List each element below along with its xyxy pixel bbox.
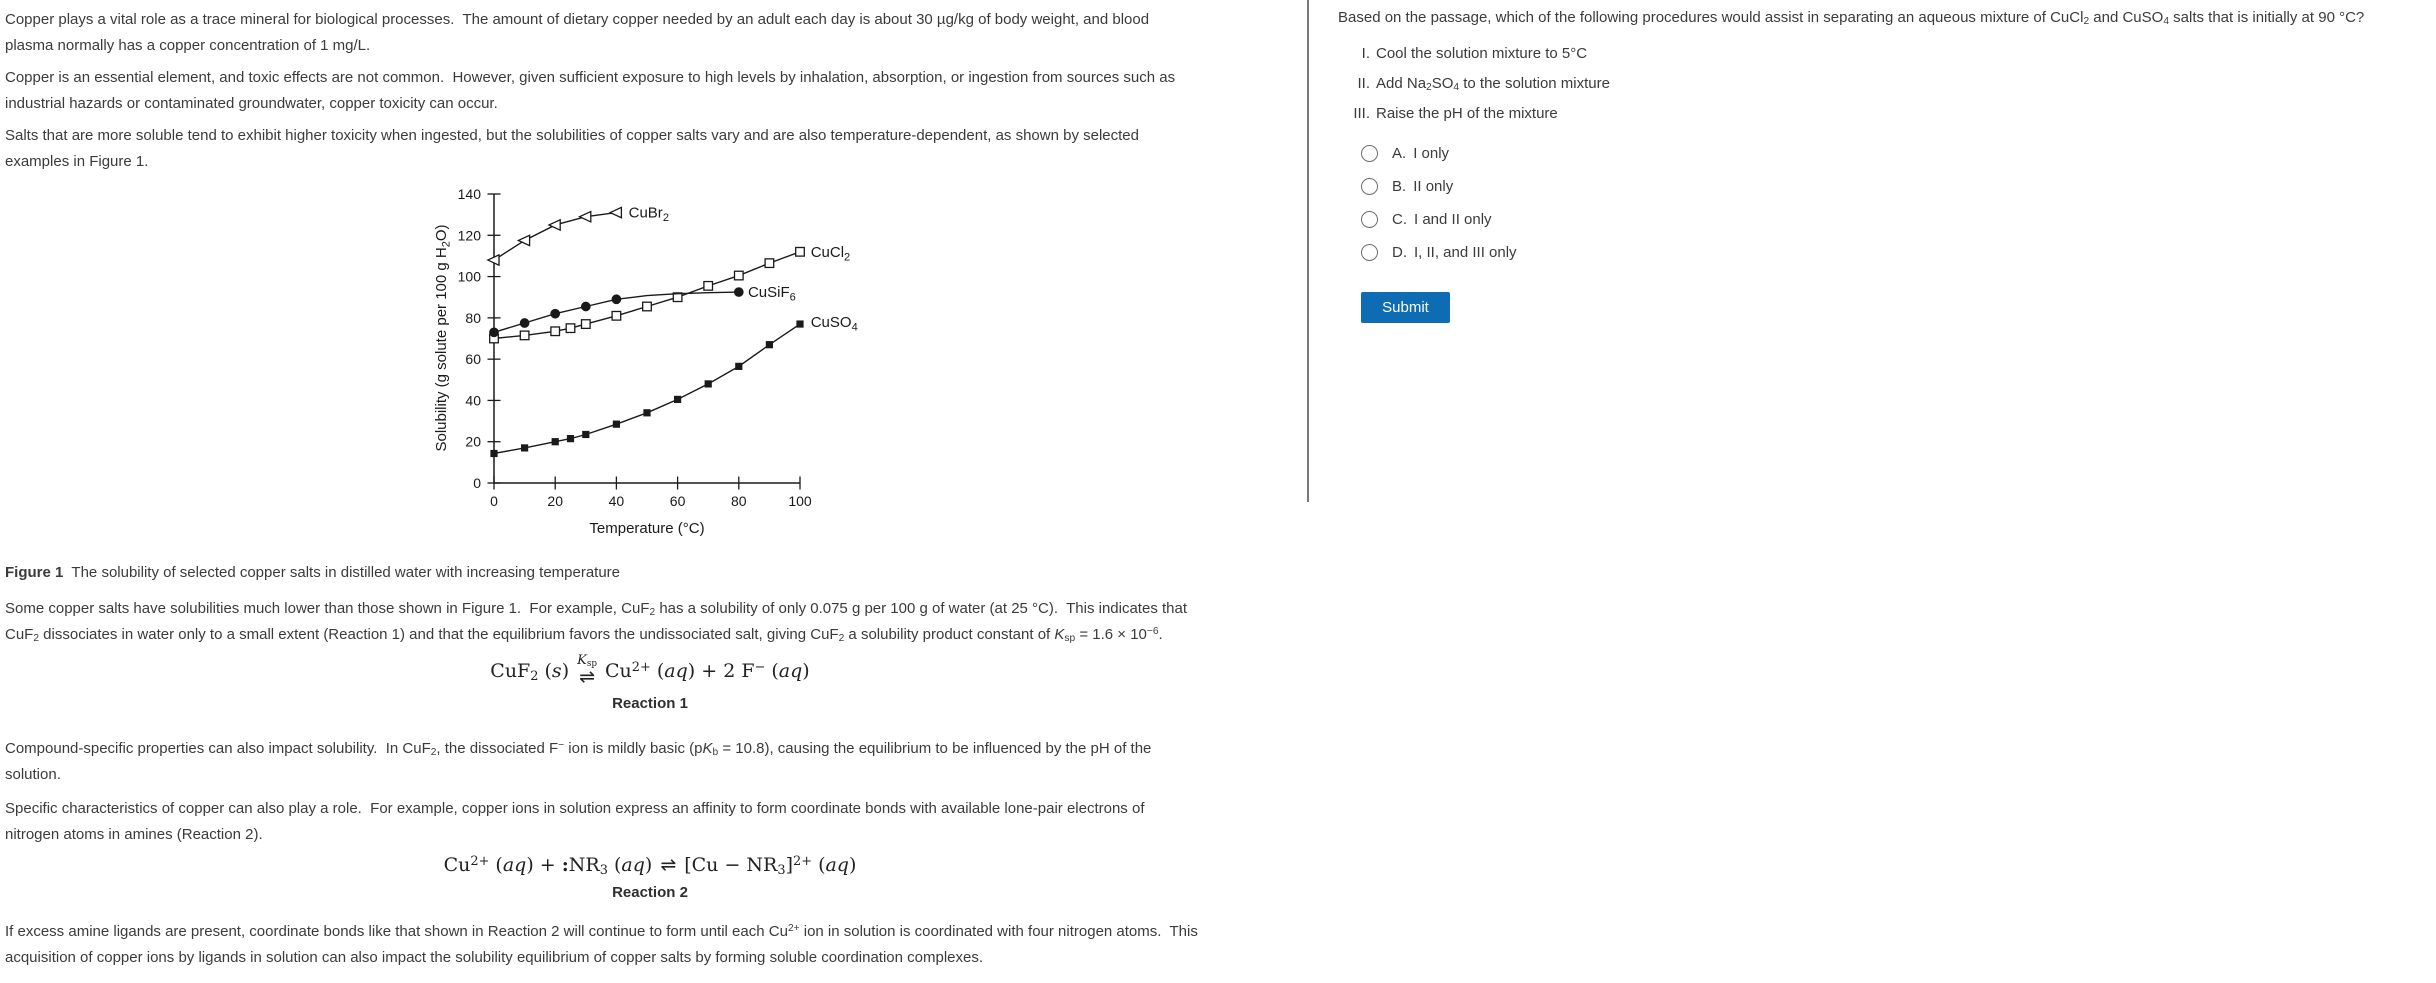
ksp-label: Ksp [577, 653, 598, 669]
reaction-1-label: Reaction 1 [612, 695, 688, 712]
passage-paragraph-5: Compound-specific properties can also impact solubility. In CuF2, the dissociated F− ion is mildly basic (pKb = 10.8), causing the equilibrium to be influenced by the pH of the solution. [5, 740, 1152, 783]
svg-text:120: 120 [457, 227, 481, 244]
submit-button[interactable]: Submit [1361, 292, 1450, 323]
answer-option-c[interactable] [1338, 209, 2436, 229]
svg-text:CuSiF6: CuSiF$_6$ [747, 284, 796, 304]
passage-paragraph-1: Copper plays a vital role as a trace mineral for biological processes. The amount of dietary copper needed by an adult each day is about 30 µg/kg of body weight, and blood plasma normally has a copper concentration of 1 mg/L. [5, 11, 1150, 54]
equilibrium-arrow-with-ksp [577, 654, 597, 687]
roman-item-3 [1338, 99, 2436, 129]
svg-text:40: 40 [608, 493, 625, 509]
option-text: I, II, and III only [1414, 243, 1517, 261]
reaction-2-right: $[Cu - NR3]^{2+}$ (aq) [684, 853, 857, 878]
radio-button[interactable] [1361, 178, 1378, 195]
roman-item-text: Add Na2SO4 to the solution mixture [1376, 75, 1610, 94]
radio-button[interactable] [1361, 211, 1378, 228]
reaction-2-label: Reaction 2 [612, 884, 688, 901]
svg-text:Temperature (°C): Temperature (°C) [589, 520, 705, 537]
svg-text:0: 0 [490, 493, 498, 509]
reaction-1-equation [5, 654, 1295, 687]
reaction-1-left: CuF2 (s) [490, 660, 570, 684]
option-text: I only [1413, 144, 1450, 162]
solubility-chart [410, 181, 880, 549]
reaction-2-equation [5, 854, 1295, 876]
option-text: I and II only [1414, 210, 1492, 228]
answer-option-d[interactable] [1338, 242, 2436, 262]
roman-item-text: Raise the pH of the mixture [1376, 105, 1558, 122]
svg-text:80: 80 [465, 309, 481, 326]
answer-option-b[interactable] [1338, 176, 2436, 196]
svg-text:20: 20 [547, 493, 563, 509]
figure-caption: Figure 1 The solubility of selected copper salts in distilled water with increasing temperature [5, 564, 621, 581]
option-text: II only [1413, 177, 1454, 195]
svg-text:CuSO4: CuSO$_4$ [810, 313, 858, 334]
passage-paragraph-7: If excess amine ligands are present, coordinate bonds like that shown in Reaction 2 will continue to form until each $Cu^{2+}$ ion in solution is coordinated with four nitrogen atoms. This acquisition of copper ions by ligands in solution can also impact the solubility equilibrium of copper salts by forming soluble coordination complexes. [5, 923, 1198, 966]
roman-item-text: Cool the solution mixture to 5°C [1376, 45, 1588, 62]
roman-numeral: II. [1357, 75, 1370, 92]
passage-paragraph-4: Some copper salts have solubilities much lower than those shown in Figure 1. For example, CuF2 has a solubility of only 0.075 g per 100 g of water (at 25 °C). This indicates that CuF2 dissociates in water only to a small extent (Reaction 1) and that the equilibrium favors the undissociated salt, giving CuF2 a solubility product constant of Ksp = $1.6 \times 10^{-6}$. [5, 600, 1188, 645]
passage-paragraph-6: Specific characteristics of copper can also play a role. For example, copper ions in solution express an affinity to form coordinate bonds with available lone-pair electrons of nitrogen atoms in amines (Reaction 2). [5, 800, 1145, 843]
svg-text:80: 80 [731, 493, 747, 509]
svg-text:60: 60 [465, 351, 481, 368]
svg-text:CuCl2: CuCl$_2$ [810, 243, 851, 264]
answer-option-a[interactable] [1338, 143, 2436, 163]
svg-text:0: 0 [473, 475, 481, 491]
equilibrium-harpoon-icon: ⇌ [660, 854, 677, 876]
svg-text:40: 40 [465, 392, 481, 409]
radio-button[interactable] [1361, 244, 1378, 261]
svg-text:140: 140 [457, 185, 481, 202]
roman-item-1 [1338, 39, 2436, 69]
roman-numeral-list [1338, 39, 2436, 129]
reaction-1 [5, 654, 1295, 712]
answer-options [1338, 143, 2436, 262]
option-letter: C. [1392, 210, 1407, 228]
passage-paragraph-2: Copper is an essential element, and toxic effects are not common. However, given sufficient exposure to high levels by inhalation, absorption, or ingestion from sources such as industrial hazards or contaminated groundwater, copper toxicity can occur. [5, 69, 1176, 112]
option-letter: B. [1392, 177, 1407, 195]
question-panel [1338, 0, 2436, 323]
passage-panel [5, 0, 1305, 977]
equilibrium-harpoon-icon: ⇌ [579, 666, 596, 688]
panel-divider [1307, 0, 1309, 502]
svg-text:60: 60 [669, 493, 686, 509]
roman-item-2 [1338, 69, 2436, 99]
reaction-2-left: $Cu^{2+}$ (aq) + :NR3 (aq) [443, 853, 653, 878]
passage-paragraph-3: Salts that are more soluble tend to exhibit higher toxicity when ingested, but the solubilities of copper salts vary and are also temperature-dependent, as shown by selected examples in Figure 1. [5, 127, 1139, 170]
roman-numeral: I. [1361, 45, 1370, 62]
radio-button[interactable] [1361, 145, 1378, 162]
svg-text:100: 100 [788, 493, 812, 509]
reaction-1-right: $Cu^{2+}$ (aq) + 2 F− (aq) [605, 659, 810, 682]
svg-text:100: 100 [457, 268, 481, 285]
option-letter: A. [1392, 144, 1407, 162]
question-stem: Based on the passage, which of the following procedures would assist in separating an aqueous mixture of CuCl2 and CuSO4 salts that is initially at 90 °C? [1338, 9, 2365, 28]
svg-text:CuBr2: CuBr$_2$ [628, 204, 669, 225]
option-letter: D. [1392, 243, 1407, 261]
svg-text:20: 20 [465, 433, 481, 450]
roman-numeral: III. [1353, 105, 1370, 122]
figure-1 [5, 181, 1305, 549]
svg-text:Solubility (g solute per 100 g: Solubility (g solute per 100 g $H_2O$) [433, 224, 453, 452]
reaction-2 [5, 854, 1295, 901]
